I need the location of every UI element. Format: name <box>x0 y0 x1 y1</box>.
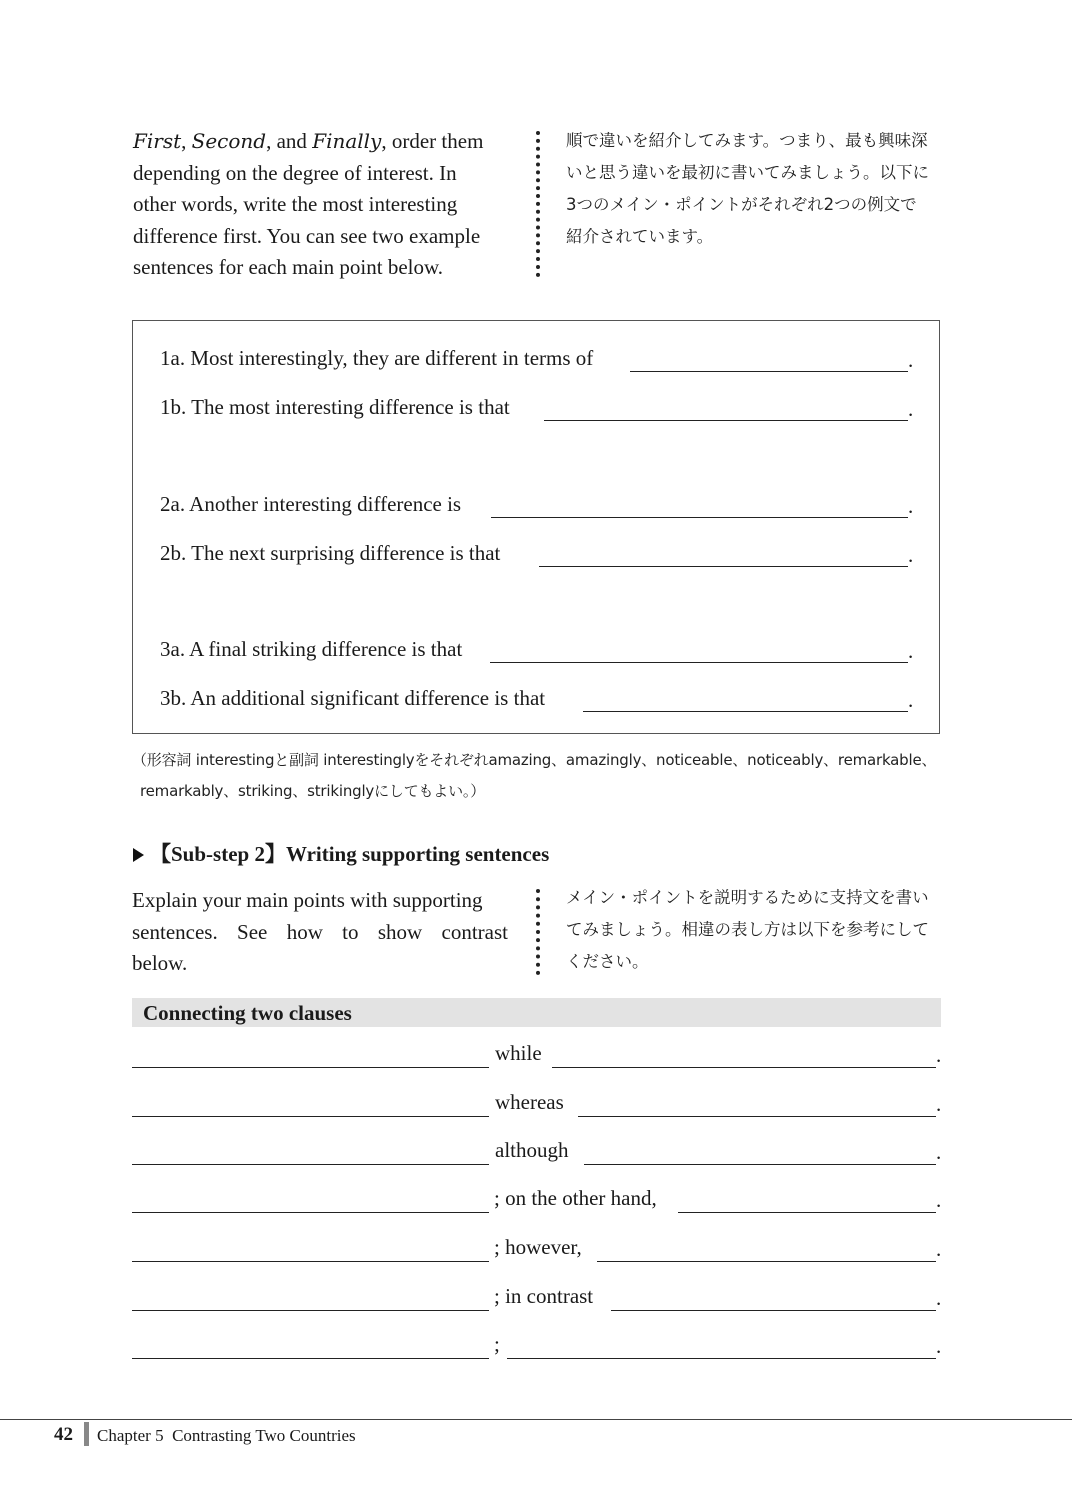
frame-1a-blank[interactable] <box>630 371 908 372</box>
supporting-dotted-separator <box>536 889 540 975</box>
supporting-japanese-text <box>566 882 946 978</box>
frame-2a-blank[interactable] <box>491 517 908 518</box>
clause-left-blank[interactable] <box>132 1116 489 1117</box>
clause-period: . <box>936 1188 942 1212</box>
clause-right-blank[interactable] <box>578 1116 936 1117</box>
clause-right-blank[interactable] <box>597 1261 936 1262</box>
clause-right-blank[interactable] <box>678 1212 936 1213</box>
connector-on-the-other-hand: ; on the other hand, <box>494 1186 657 1210</box>
frame-3a-blank[interactable] <box>490 662 908 663</box>
second-word: Second <box>191 129 267 153</box>
page-number: 42 <box>54 1424 73 1445</box>
first-word: First <box>133 129 182 153</box>
intro-english-line: depending on the degree of interest. In <box>133 160 457 185</box>
frame-3b-period: . <box>908 688 914 712</box>
clause-right-blank[interactable] <box>611 1310 936 1311</box>
frame-3b-label: 3b. An additional significant difference is that <box>160 686 546 710</box>
connector-however: ; however, <box>494 1235 582 1259</box>
frame-3a-period: . <box>908 639 914 663</box>
connecting-clauses-title: Connecting two clauses <box>143 1001 352 1025</box>
intro-japanese-line: 順で違いを紹介してみます。つまり、最も興味深 <box>566 131 928 150</box>
connector-semicolon: ; <box>494 1332 500 1356</box>
clause-left-blank[interactable] <box>132 1164 489 1165</box>
intro-english-line: difference first. You can see two example <box>133 223 481 248</box>
connecting-clauses-header <box>132 998 941 1027</box>
frame-1b-period: . <box>908 397 914 421</box>
chapter-title: Chapter 5 Contrasting Two Countries <box>97 1426 356 1445</box>
adjective-note-line-1: （形容詞 interestingと副詞 interestinglyをそれぞれamazing、amazingly、noticeable、noticeably、remarkable、 <box>132 751 937 769</box>
supporting-english-line: below. <box>132 951 188 975</box>
frame-1a-label: 1a. Most interestingly, they are different in terms of <box>160 346 594 370</box>
connector-while: while <box>495 1041 542 1065</box>
footer-bar <box>84 1422 89 1446</box>
intro-english-line: other words, write the most interesting <box>133 192 458 216</box>
substep-2-heading <box>133 838 549 868</box>
intro-japanese-line: 3つのメイン・ポイントがそれぞれ2つの例文で <box>566 195 917 214</box>
intro-japanese-text <box>566 125 946 253</box>
clause-left-blank[interactable] <box>132 1067 489 1068</box>
connector-in-contrast: ; in contrast <box>494 1284 594 1308</box>
frame-2b-period: . <box>908 543 914 567</box>
intro-japanese-line: 紹介されています。 <box>566 227 714 246</box>
connector-whereas: whereas <box>495 1090 564 1114</box>
frame-2a-period: . <box>908 494 914 518</box>
frame-2b-label: 2b. The next surprising difference is that <box>160 541 501 565</box>
clause-period: . <box>936 1334 942 1358</box>
frame-3b-blank[interactable] <box>583 711 908 712</box>
intro-english-line: sentences for each main point below. <box>133 255 444 279</box>
intro-english-line-1: First, Second, and Finally, order them <box>133 129 484 153</box>
supporting-english-text <box>132 885 508 980</box>
intro-dotted-separator <box>536 131 540 277</box>
clause-period: . <box>936 1237 942 1261</box>
clause-right-blank[interactable] <box>552 1067 936 1068</box>
clause-right-blank[interactable] <box>584 1164 936 1165</box>
substep-2-title: 【Sub-step 2】Writing supporting sentences <box>150 842 550 866</box>
frame-1b-label: 1b. The most interesting difference is that <box>160 395 510 419</box>
clause-period: . <box>936 1043 942 1067</box>
frame-2b-blank[interactable] <box>539 566 908 567</box>
frame-2a-label: 2a. Another interesting difference is <box>160 492 462 516</box>
frame-3a-label: 3a. A final striking difference is that <box>160 637 463 661</box>
clause-left-blank[interactable] <box>132 1212 489 1213</box>
clause-left-blank[interactable] <box>132 1358 489 1359</box>
frame-1b-blank[interactable] <box>544 420 908 421</box>
supporting-english-line: Explain your main points with supporting <box>132 888 483 912</box>
triangle-bullet-icon <box>133 848 144 862</box>
clause-left-blank[interactable] <box>132 1261 489 1262</box>
clause-period: . <box>936 1092 942 1116</box>
intro-japanese-line: いと思う違いを最初に書いてみましょう。以下に <box>566 163 929 182</box>
supporting-japanese-line: てみましょう。相違の表し方は以下を参考にして <box>566 920 929 939</box>
clause-period: . <box>936 1140 942 1164</box>
footer-rule <box>0 1419 1072 1420</box>
supporting-english-line: sentences. See how to show contrast <box>132 919 508 944</box>
supporting-japanese-line: メイン・ポイントを説明するために支持文を書い <box>566 888 929 907</box>
sentence-frame-box <box>132 320 940 734</box>
connector-although: although <box>495 1138 569 1162</box>
finally-word: Finally <box>312 129 382 153</box>
frame-1a-period: . <box>908 348 914 372</box>
adjective-note-line-2: remarkably、striking、strikinglyにしてもよい。） <box>140 782 485 800</box>
supporting-japanese-line: ください。 <box>566 952 649 971</box>
intro-english-text <box>133 126 509 284</box>
clause-period: . <box>936 1286 942 1310</box>
clause-right-blank[interactable] <box>507 1358 936 1359</box>
clause-left-blank[interactable] <box>132 1310 489 1311</box>
